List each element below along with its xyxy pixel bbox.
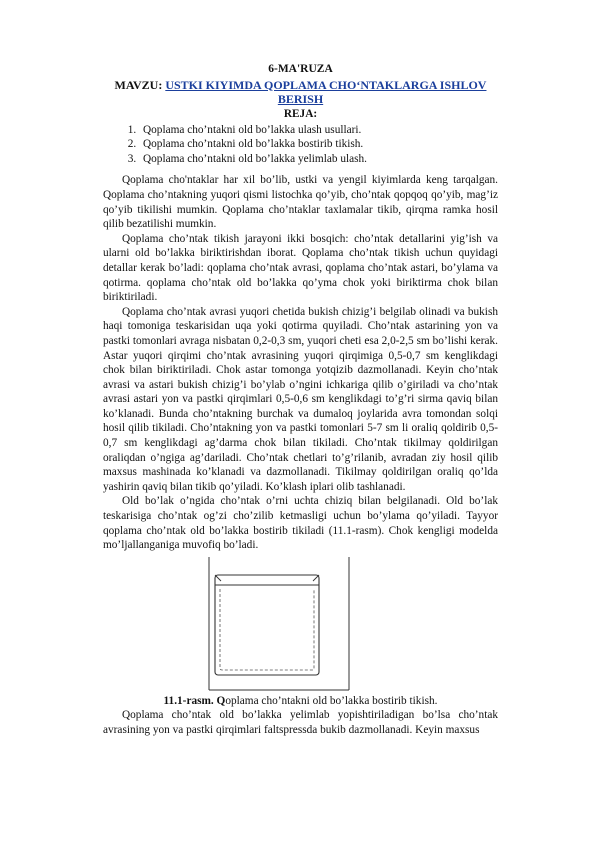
topic-label: MAVZU:	[114, 77, 163, 92]
figure-caption	[103, 694, 498, 709]
paragraph: Qoplama cho’ntak avrasi yuqori chetida bukish chizig’i belgilab olinadi va bukish haqi tomoniga teskarisidan uqa yoki qotirma quyiladi. Cho’ntak astarining yon va pastki tomonlari avraga nisbatan 0,2-0,3 sm, yuqori cheti esa 2,0-2,5 sm bo’lishi kerak. Astar yuqori qirqimi cho’ntak avrasining yuqori qirqimiga 0,5-0,7 sm kenglikdagi chok bilan biriktiriladi. Chok astar tomonga yotqizib dazmollanadi. Keyin cho’ntak avrasi va astari bukish chizig’i bo’ylab o’ngini ichkariga qilib o’giriladi va cho’ntak avrasi astari yon va pastki qirqimlari 0,5-0,6 sm kenglikdagi to’g’ri sirma qaviq bilan ko’klanadi. Bunda cho’ntakning burchak va dumaloq joylarida avra tomondan solqi hosil qilib tikiladi. Cho’ntakning yon va pastki tomonlari 5-7 sm li oraliq qoldirib 0,5-0,7 sm kenglikdagi ag’darma chok bilan tikiladi. Cho’ntak tikilmay qoldirilgan oraliqdan o’ngiga ag’dariladi. Cho’ntak chetlari to’g’rilanib, avradan ziy hosil qilib maxsus mashinada ko’klanadi va dazmollanadi. Tikilmay qoldirilgan oraliq qo’lda yashirin qaviq bilan tikib qo’yiladi. Ko’klash iplari olib tashlanadi.	[103, 305, 498, 493]
pocket-outline	[215, 575, 319, 675]
plan-list	[103, 123, 498, 167]
paragraph: Qoplama cho’ntak tikish jarayoni ikki bosqich: cho’ntak detallarini yig’ish va ularni old bo’lakka biriktirishdan iborat. Qoplama cho’ntak tikish uchun quyidagi detallar kerak bo’ladi: qoplama cho’ntak avrasi, qoplama cho’ntak astari, bo’ylama va qotirma. qoplama cho’ntak old bo’lakka qo’yma chok yoki biriktirma chok bilan biriktiriladi.	[103, 232, 498, 304]
caption-number: 11.1-rasm. Q	[163, 694, 226, 707]
document-page	[103, 62, 498, 738]
plan-item: 2. Qoplama cho’ntakni old bo’lakka bostirib tikish.	[139, 137, 498, 152]
paragraph: Qoplama cho’ntak old bo’lakka yelimlab yopishtiriladigan bo’lsa cho’ntak avrasining yon va pastki qirqimlari faltspressda bukib dazmollanadi. Keyin maxsus	[103, 709, 498, 736]
left-bar-tack	[215, 575, 221, 581]
caption-text: oplama cho’ntakni old bo’lakka bostirib tikish.	[225, 694, 438, 707]
paragraph: Qoplama cho'ntaklar har xil bo’lib, ustki va yengil kiyimlarda keng tarqalgan. Qoplama cho’ntakning yuqori qismi listochka qo’yib, cho’ntak qopqoq qo’yib, mag’iz qo’yib tikilishi mumkin. Qoplama cho’ntaklar taxlamalar tikib, qirqma ramka hosil qilib bezatilishi mumkin.	[103, 174, 498, 231]
lecture-number: 6-MA'RUZA	[268, 63, 333, 75]
pocket-figure	[179, 555, 423, 691]
paragraph: Old bo’lak o’ngida cho’ntak o’rni uchta chiziq bilan belgilanadi. Old bo’lak teskarisiga cho’ntak og’zi cho’zilib ketmasligi uchun bo’ylama qo’yiladi. Tayyor qoplama cho’ntak old bo’lakka bostirib tikiladi (11.1-rasm). Chok kengligi modelda mo’ljallanganiga muvofiq bo’ladi.	[103, 495, 498, 552]
plan-heading: REJA:	[283, 108, 318, 120]
topic-line	[103, 78, 498, 106]
plan-item: 1. Qoplama cho’ntakni old bo’lakka ulash usullari.	[139, 123, 498, 138]
pocket-drawing	[179, 555, 423, 691]
plan-item: 3. Qoplama cho’ntakni old bo’lakka yelimlab ulash.	[139, 152, 498, 167]
topic-title: USTKI KIYIMDA QOPLAMA CHO‘NTAKLARGA ISHLOV BERISH	[165, 77, 487, 106]
topstitch-line	[220, 589, 314, 670]
right-bar-tack	[313, 575, 319, 581]
